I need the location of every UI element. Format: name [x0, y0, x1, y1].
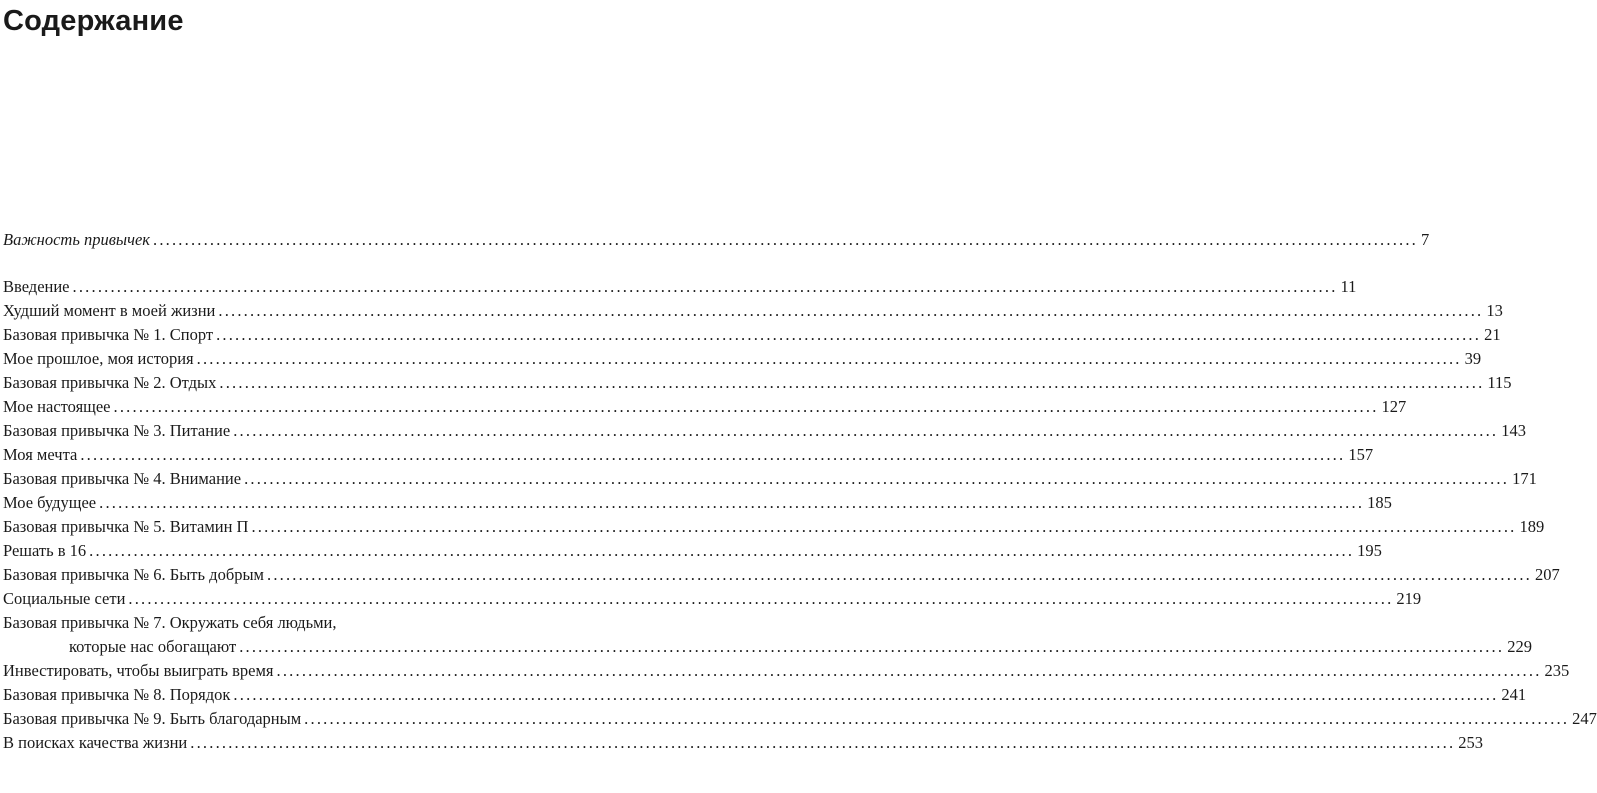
toc-entry-label: Базовая привычка № 2. Отдых	[3, 373, 217, 392]
toc-entry-label: Социальные сети	[3, 589, 126, 608]
toc-entry-label: Базовая привычка № 5. Витамин П	[3, 517, 249, 536]
toc-entry[interactable]	[3, 683, 1527, 707]
toc-entry[interactable]	[3, 443, 1374, 467]
dot-leader: ........................................................................................................................................................................................................	[267, 565, 1532, 584]
dot-leader: ........................................................................................................................................................................................................	[89, 541, 1355, 560]
toc-entry-page: 195	[1357, 541, 1382, 560]
dot-leader: ........................................................................................................................................................................................................	[99, 493, 1365, 512]
dot-leader: ........................................................................................................................................................................................................	[190, 733, 1456, 752]
dot-leader: ........................................................................................................................................................................................................	[239, 637, 1505, 656]
page-title: Содержание	[3, 5, 184, 37]
dot-leader: ........................................................................................................................................................................................................	[196, 349, 1462, 368]
toc-entry-label: Базовая привычка № 6. Быть добрым	[3, 565, 264, 584]
dot-leader: ........................................................................................................................................................................................................	[251, 517, 1517, 536]
toc-entry-continuation	[3, 635, 1532, 659]
toc-entry-label: Мое прошлое, моя история	[3, 349, 194, 368]
toc-entry-page: 143	[1501, 421, 1526, 440]
dot-leader: ........................................................................................................................................................................................................	[233, 421, 1499, 440]
toc-entry-label: Моя мечта	[3, 445, 78, 464]
dot-leader: ........................................................................................................................................................................................................	[276, 661, 1542, 680]
toc-entry-page: 157	[1348, 445, 1374, 464]
toc-entry[interactable]	[3, 587, 1422, 611]
toc-entry-label: Базовая привычка № 4. Внимание	[3, 469, 242, 488]
dot-leader: ........................................................................................................................................................................................................	[218, 301, 1484, 320]
dot-leader: ........................................................................................................................................................................................................	[244, 469, 1510, 488]
toc-entry-label: Инвестировать, чтобы выиграть время	[3, 661, 274, 680]
table-of-contents	[3, 228, 1597, 755]
dot-leader: ........................................................................................................................................................................................................	[72, 277, 1338, 296]
toc-entry-page: 241	[1501, 685, 1527, 704]
dot-leader: ........................................................................................................................................................................................................	[80, 445, 1346, 464]
toc-entry-label: Базовая привычка № 8. Порядок	[3, 685, 231, 704]
dot-leader: ........................................................................................................................................................................................................	[153, 230, 1418, 249]
toc-entry-page: 21	[1484, 325, 1501, 344]
toc-entry-page: 253	[1458, 733, 1484, 752]
toc-entry[interactable]	[3, 395, 1407, 419]
toc-entry-label: Базовая привычка № 7. Окружать себя людьми,	[3, 613, 337, 632]
toc-entry-page: 11	[1340, 277, 1357, 296]
toc-entry-label: Решать в 16	[3, 541, 87, 560]
toc-entry[interactable]	[3, 419, 1526, 443]
toc-entry-page: 13	[1486, 301, 1503, 320]
toc-entry-page: 115	[1487, 373, 1512, 392]
toc-entry-label: Базовая привычка № 9. Быть благодарным	[3, 709, 302, 728]
toc-entry-label: Введение	[3, 277, 70, 296]
toc-entry[interactable]	[3, 275, 1357, 299]
toc-entry[interactable]	[3, 467, 1537, 491]
toc-entry[interactable]	[3, 659, 1570, 683]
toc-entry-label-continued: которые нас обогащают	[69, 637, 237, 656]
toc-entry-page: 189	[1519, 517, 1545, 536]
toc-entry-label: Базовая привычка № 3. Питание	[3, 421, 231, 440]
toc-entry[interactable]	[3, 539, 1382, 563]
dot-leader: ........................................................................................................................................................................................................	[233, 685, 1499, 704]
toc-entry-page: 219	[1396, 589, 1422, 608]
toc-entry[interactable]	[3, 371, 1512, 395]
toc-entry-label: Худший момент в моей жизни	[3, 301, 216, 320]
toc-entry[interactable]	[3, 515, 1545, 539]
toc-entry-page: 39	[1464, 349, 1482, 368]
dot-leader: ........................................................................................................................................................................................................	[216, 325, 1482, 344]
toc-entry[interactable]	[3, 228, 1430, 252]
toc-entry[interactable]	[3, 323, 1501, 347]
toc-entry-page: 235	[1544, 661, 1570, 680]
toc-entry-label: Важность привычек	[3, 230, 150, 249]
toc-entry[interactable]	[3, 299, 1503, 323]
toc-entry[interactable]	[3, 731, 1484, 755]
toc-entry[interactable]	[3, 347, 1482, 371]
toc-entry[interactable]	[3, 563, 1560, 587]
dot-leader: ........................................................................................................................................................................................................	[113, 397, 1379, 416]
toc-entry-label: В поисках качества жизни	[3, 733, 188, 752]
toc-entry-page: 7	[1421, 230, 1430, 249]
toc-entry[interactable]	[3, 707, 1597, 731]
toc-entry-label: Мое настоящее	[3, 397, 111, 416]
toc-entry-page: 207	[1535, 565, 1560, 584]
toc-entry-label: Базовая привычка № 1. Спорт	[3, 325, 214, 344]
dot-leader: ........................................................................................................................................................................................................	[219, 373, 1485, 392]
toc-entry-page: 171	[1512, 469, 1537, 488]
toc-entry-page: 229	[1507, 637, 1532, 656]
dot-leader: ........................................................................................................................................................................................................	[128, 589, 1394, 608]
toc-entry-page: 247	[1572, 709, 1597, 728]
toc-entry[interactable]	[3, 491, 1392, 515]
dot-leader: ........................................................................................................................................................................................................	[304, 709, 1570, 728]
toc-entry[interactable]	[3, 611, 1532, 659]
toc-entry-page: 127	[1381, 397, 1407, 416]
toc-entry-page: 185	[1367, 493, 1392, 512]
toc-entry-label: Мое будущее	[3, 493, 97, 512]
